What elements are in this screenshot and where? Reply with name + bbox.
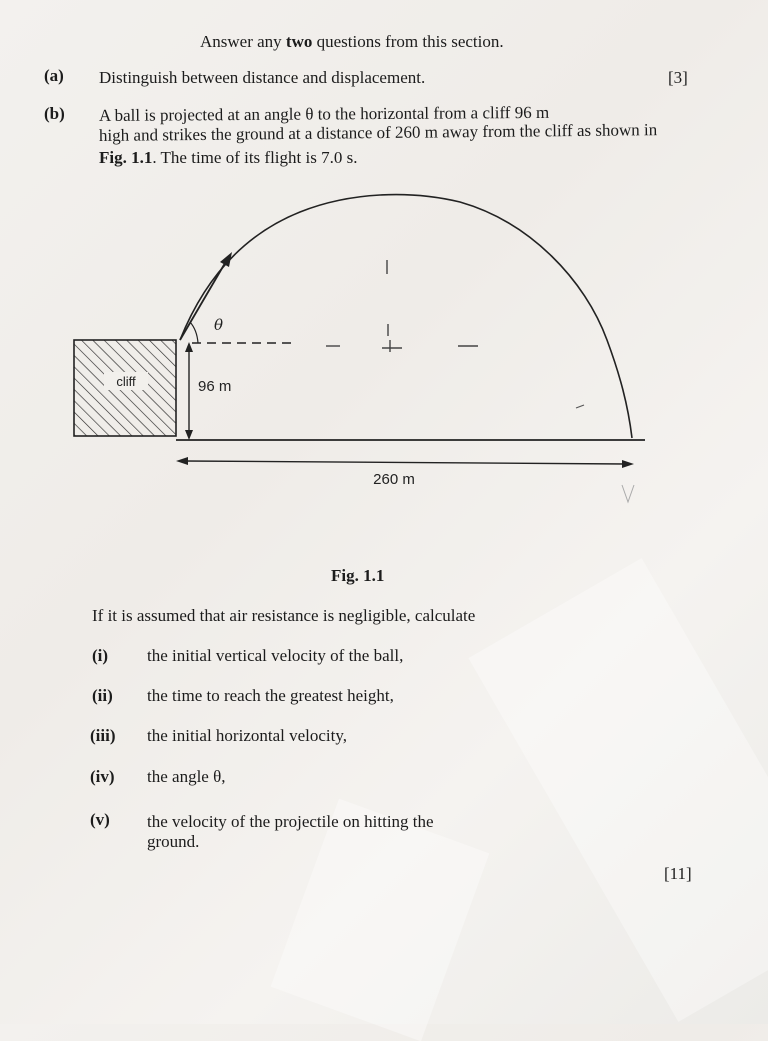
part-a-marks: [3] xyxy=(668,68,688,87)
launch-arrowhead xyxy=(220,252,232,267)
subquestion-text-continued: ground. xyxy=(147,832,200,851)
projectile-diagram xyxy=(0,180,768,520)
part-b-line-3 xyxy=(99,148,357,168)
subquestion-label: (iv) xyxy=(90,767,115,786)
height-arrowhead-bottom xyxy=(185,430,193,440)
part-a-text: Distinguish between distance and displacement. xyxy=(99,68,426,87)
subquestion-label: (i) xyxy=(92,646,109,665)
angle-arc xyxy=(190,322,198,343)
paper-crease xyxy=(468,558,768,1022)
trajectory-path xyxy=(180,195,632,438)
subquestion-text: the velocity of the projectile on hitting the xyxy=(147,812,434,831)
part-b-line-2: high and strikes the ground at a distance of 260 m away from the cliff as shown in xyxy=(98,120,658,145)
section-instruction xyxy=(200,32,504,52)
height-label: 96 m xyxy=(198,378,232,395)
subquestion-text: the initial vertical velocity of the ball, xyxy=(147,646,404,665)
instruction-text-end: questions from this section. xyxy=(312,32,504,51)
part-b-label: (b) xyxy=(44,104,65,123)
theta-label: θ xyxy=(214,316,224,334)
part-b-marks: [11] xyxy=(664,864,692,883)
instruction-emphasis: two xyxy=(285,32,313,51)
paper-crease xyxy=(271,799,490,1041)
assumption-text: If it is assumed that air resistance is negligible, calculate xyxy=(92,606,476,625)
part-a-label: (a) xyxy=(44,66,64,85)
subquestion-label: (ii) xyxy=(92,686,113,705)
cliff-label: cliff xyxy=(116,374,136,389)
part-b-line-3-rest: . The time of its flight is 7.0 s. xyxy=(152,148,358,167)
part-b-line-1: A ball is projected at an angle θ to the horizontal from a cliff 96 m xyxy=(98,102,550,125)
subquestion-label: (v) xyxy=(90,810,110,829)
subquestion-text: the angle θ, xyxy=(147,767,226,786)
subquestion-text: the time to reach the greatest height, xyxy=(147,686,394,705)
height-arrowhead-top xyxy=(185,342,193,352)
distance-label: 260 m xyxy=(373,471,415,488)
stray-mark xyxy=(622,485,634,502)
distance-arrowhead-left xyxy=(176,457,188,465)
figure-reference: Fig. 1.1 xyxy=(99,148,153,167)
subquestion-label: (iii) xyxy=(90,726,116,745)
subquestion-text: the initial horizontal velocity, xyxy=(147,726,348,745)
distance-arrow xyxy=(184,461,626,464)
distance-arrowhead-right xyxy=(622,460,634,468)
figure-caption: Fig. 1.1 xyxy=(331,566,385,585)
stray-mark xyxy=(576,405,584,408)
instruction-text: Answer any xyxy=(200,32,286,51)
